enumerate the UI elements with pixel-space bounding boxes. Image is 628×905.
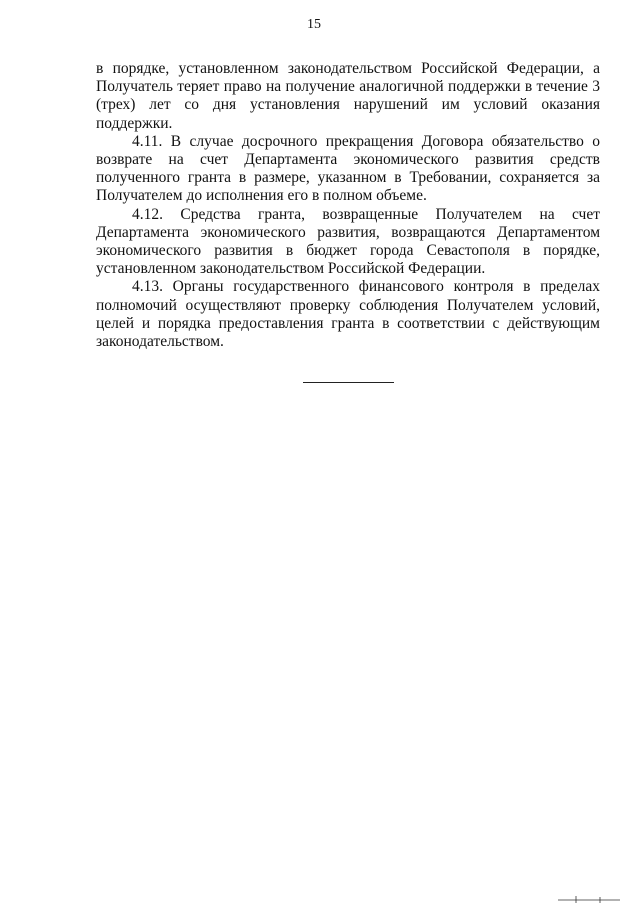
document-body bbox=[96, 60, 600, 351]
paragraph-4-11: 4.11. В случае досрочного прекращения Договора обязательство о возврате на счет Департамента экономического развития средств полученного гранта в размере, указанном в Требовании, сохраняется за Получателем до исполнения его в полном объеме. bbox=[96, 132, 600, 205]
scan-artifact-mark bbox=[556, 890, 622, 904]
end-of-document-separator bbox=[303, 382, 394, 383]
paragraph-continuation: в порядке, установленном законодательством Российской Федерации, а Получатель теряет право на получение аналогичной поддержки в течение 3 (трех) лет со дня установления нарушений им условий оказания поддержки. bbox=[96, 60, 600, 132]
paragraph-4-13: 4.13. Органы государственного финансового контроля в пределах полномочий осуществляют проверку соблюдения Получателем условий, целей и порядка предоставления гранта в соответствии с действующим законодательством. bbox=[96, 278, 600, 351]
page-number: 15 bbox=[307, 17, 321, 32]
paragraph-4-12: 4.12. Средства гранта, возвращенные Получателем на счет Департамента экономического развития, возвращаются Департаментом экономического развития в бюджет города Севастополя в порядке, установленном законодательством Российской Федерации. bbox=[96, 205, 600, 278]
